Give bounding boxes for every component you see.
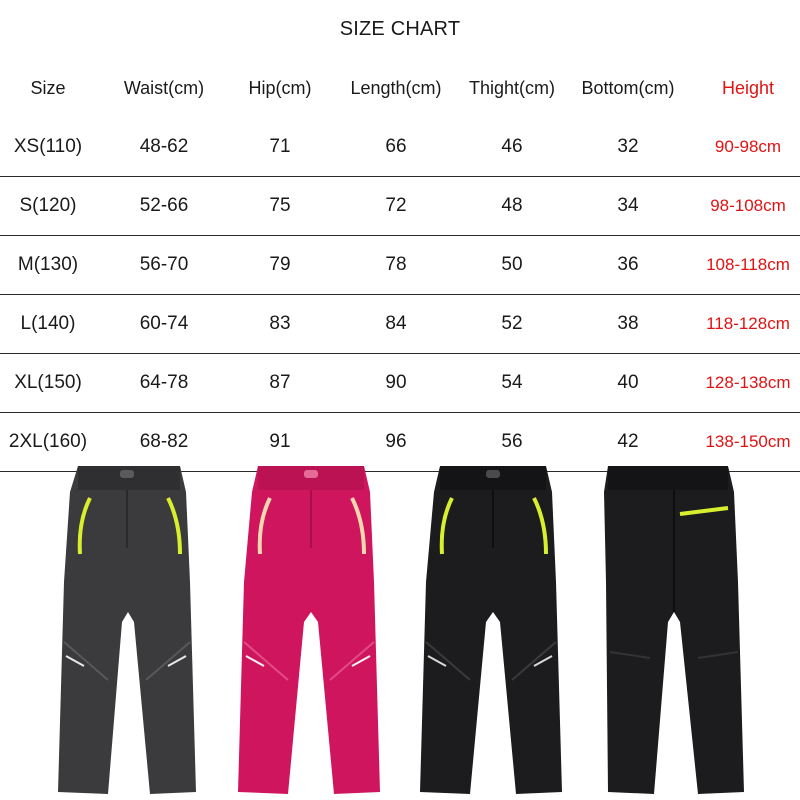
size-cell: M(130) xyxy=(0,236,96,295)
length-cell: 78 xyxy=(328,236,464,295)
hip-cell: 87 xyxy=(232,354,328,413)
height-cell: 98-108cm xyxy=(696,177,800,236)
height-cell: 128-138cm xyxy=(696,354,800,413)
size-chart-table xyxy=(0,58,800,472)
size-cell: XS(110) xyxy=(0,118,96,177)
length-cell: 96 xyxy=(328,413,464,472)
bottom-cell: 38 xyxy=(560,295,696,354)
bottom-cell: 34 xyxy=(560,177,696,236)
thight-cell: 50 xyxy=(464,236,560,295)
waist-cell: 56-70 xyxy=(96,236,232,295)
length-cell: 84 xyxy=(328,295,464,354)
bottom-cell: 32 xyxy=(560,118,696,177)
length-cell: 90 xyxy=(328,354,464,413)
waist-cell: 60-74 xyxy=(96,295,232,354)
column-header-hip: Hip(cm) xyxy=(248,77,312,98)
black-pants-front-image xyxy=(404,462,579,796)
height-cell: 118-128cm xyxy=(696,295,800,354)
bottom-cell: 36 xyxy=(560,236,696,295)
table-row xyxy=(0,177,800,236)
table-row xyxy=(0,354,800,413)
waist-cell: 52-66 xyxy=(96,177,232,236)
thight-cell: 54 xyxy=(464,354,560,413)
column-header-bottom: Bottom(cm) xyxy=(581,77,675,98)
length-cell: 66 xyxy=(328,118,464,177)
height-cell: 108-118cm xyxy=(696,236,800,295)
hip-cell: 83 xyxy=(232,295,328,354)
waist-cell: 48-62 xyxy=(96,118,232,177)
black-pants-back-image xyxy=(588,462,763,796)
bottom-cell: 40 xyxy=(560,354,696,413)
hip-cell: 71 xyxy=(232,118,328,177)
table-header-row xyxy=(0,58,800,118)
table-row xyxy=(0,295,800,354)
column-header-thight: Thight(cm) xyxy=(468,77,555,98)
size-cell: L(140) xyxy=(0,295,96,354)
column-header-height: Height xyxy=(721,77,775,98)
table-row xyxy=(0,236,800,295)
size-cell: S(120) xyxy=(0,177,96,236)
height-cell: 138-150cm xyxy=(696,413,800,472)
column-header-size: Size xyxy=(30,77,66,98)
height-cell: 90-98cm xyxy=(696,118,800,177)
pink-pants-front-image xyxy=(222,462,397,796)
bottom-cell: 42 xyxy=(560,413,696,472)
column-header-length: Length(cm) xyxy=(350,77,442,98)
hip-cell: 75 xyxy=(232,177,328,236)
waist-cell: 68-82 xyxy=(96,413,232,472)
size-cell: XL(150) xyxy=(0,354,96,413)
size-cell: 2XL(160) xyxy=(0,413,96,472)
waist-cell: 64-78 xyxy=(96,354,232,413)
thight-cell: 52 xyxy=(464,295,560,354)
thight-cell: 46 xyxy=(464,118,560,177)
table-row xyxy=(0,118,800,177)
hip-cell: 79 xyxy=(232,236,328,295)
gray-pants-front-image xyxy=(40,462,215,796)
thight-cell: 48 xyxy=(464,177,560,236)
thight-cell: 56 xyxy=(464,413,560,472)
product-images xyxy=(0,462,800,800)
column-header-waist: Waist(cm) xyxy=(123,77,205,98)
page-title: SIZE CHART xyxy=(339,18,461,40)
hip-cell: 91 xyxy=(232,413,328,472)
length-cell: 72 xyxy=(328,177,464,236)
